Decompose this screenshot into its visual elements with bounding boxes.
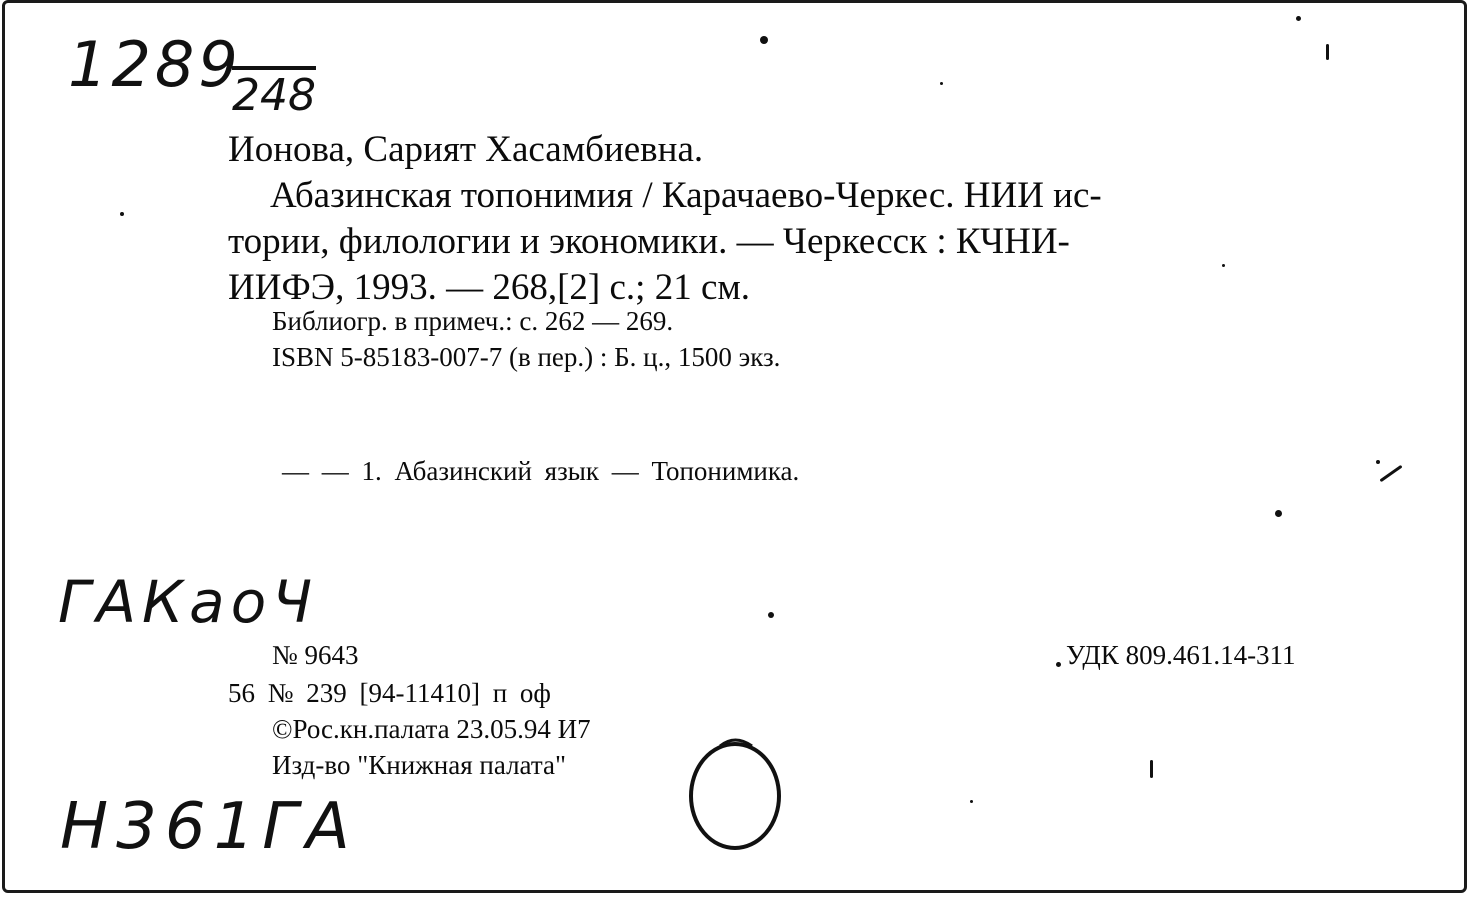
shelf-mark-main: 1289: [68, 28, 242, 101]
title-line-1: Абазинская топонимия / Карачаево-Черкес. НИИ ис-: [270, 175, 1102, 216]
scan-speck: [120, 212, 124, 216]
scan-speck: [1222, 264, 1225, 267]
title-line-3: ИИФЭ, 1993. — 268,[2] с.; 21 см.: [228, 267, 751, 308]
handwritten-shelf-mark: [68, 28, 242, 101]
isbn-note: ISBN 5-85183-007-7 (в пер.) : Б. ц., 1500 экз.: [272, 342, 781, 372]
copyright-line: ©Рос.кн.палата 23.05.94 И7: [272, 714, 591, 744]
handwritten-bottom-mark: [60, 790, 358, 864]
scan-speck: [1296, 16, 1301, 21]
subject-heading: — — 1. Абазинский язык — Топонимика.: [282, 456, 800, 486]
handwritten-shelf-submark: [232, 70, 316, 121]
scan-speck: [1326, 44, 1329, 60]
scan-speck: [1056, 662, 1061, 667]
stamp-mark-text: ГАКаоЧ: [58, 568, 318, 636]
bibliography-note: Библиогр. в примеч.: с. 262 — 269.: [272, 306, 674, 336]
bottom-mark-text: Н361ГА: [60, 790, 358, 864]
scan-speck: [1376, 460, 1380, 464]
scan-speck: [970, 800, 973, 803]
scan-speck: [1275, 510, 1282, 517]
scan-speck: [940, 82, 943, 85]
scan-speck: [760, 36, 768, 44]
card-number: № 9643: [272, 640, 359, 670]
scan-speck: [768, 612, 774, 618]
author-heading: Ионова, Сарият Хасамбиевна.: [228, 129, 704, 170]
publisher-line: Изд-во "Книжная палата": [272, 750, 566, 780]
handwritten-stamp-mark: [58, 568, 318, 636]
order-line: 56 № 239 [94-11410] п оф: [228, 678, 551, 708]
scan-speck: [1150, 760, 1153, 778]
shelf-mark-sub: 248: [232, 70, 316, 121]
circle-stamp-icon: [680, 726, 790, 856]
udk-code: УДК 809.461.14-311: [1066, 640, 1296, 670]
title-line-2: тории, филологии и экономики. — Черкесск : КЧНИ-: [228, 221, 1070, 262]
